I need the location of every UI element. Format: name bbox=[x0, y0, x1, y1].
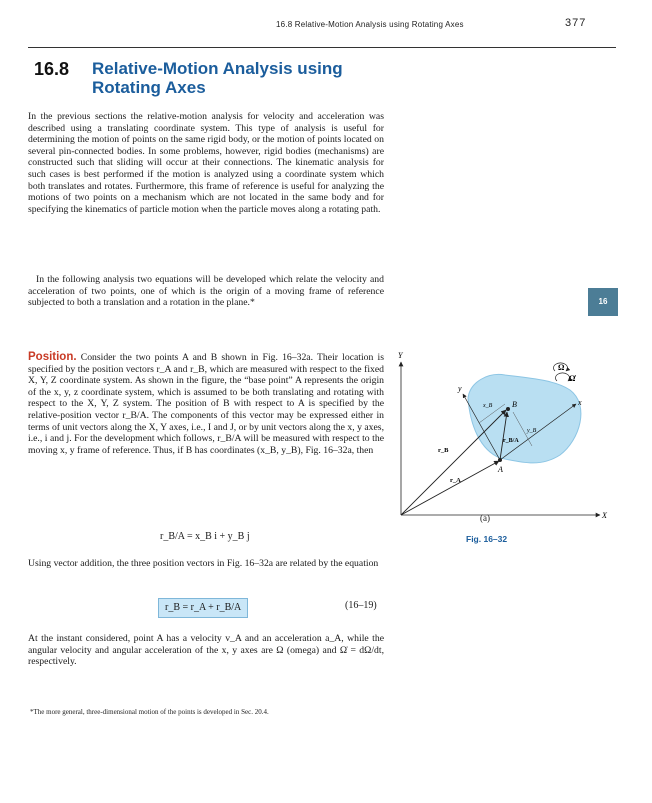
label-x: x bbox=[578, 398, 582, 407]
label-rB: r_B bbox=[438, 447, 449, 454]
label-X: X bbox=[602, 511, 607, 520]
position-heading: Position. bbox=[28, 351, 77, 363]
figure-part-label: (a) bbox=[480, 513, 490, 523]
paragraph-intro: In the previous sections the relative-motion analysis for velocity and acceleration was described using a translating coordinate system. This type of analysis is useful for determining the motion of points on the same rigid body, or the motion of points located on several pin-connected bodies. In some problems, however, rigid bodies (mechanisms) are constructed such that sliding will occur at their connections. The kinematic analysis for such cases is best performed if the motion is analyzed using a coordinate system which both translates and rotates. Furthermore, this frame of reference is useful for analyzing the motions of two points on a mechanism which are not located in the same body and for specifying the kinematics of particle motion when the particle moves along a rotating path. bbox=[28, 111, 384, 215]
label-A: A bbox=[498, 465, 503, 474]
figure-caption: Fig. 16–32 bbox=[466, 534, 508, 544]
label-omega-dot: Ω̇ bbox=[569, 374, 576, 383]
paragraph-overview: In the following analysis two equations will be developed which relate the velocity and acceleration of two points, one of which is the origin of a moving frame of reference subjected to both a translation and a rotation in the plane.* bbox=[28, 274, 384, 309]
label-Y: Y bbox=[398, 351, 403, 360]
page-number: 377 bbox=[565, 17, 587, 29]
label-rBA: r_B/A bbox=[503, 438, 519, 444]
paragraph-angular: At the instant considered, point A has a velocity v_A and an acceleration a_A, while the angular velocity and angular acceleration of the x, y axes are Ω (omega) and Ω̇ = dΩ/dt, respectively. bbox=[28, 633, 384, 668]
paragraph-vector-addition: Using vector addition, the three position vectors in Fig. 16–32a are related by the equation bbox=[28, 558, 379, 569]
relative-position-equation: r_B/A = x_B i + y_B j bbox=[160, 531, 250, 542]
label-omega: Ω bbox=[558, 363, 565, 372]
position-text: Consider the two points A and B shown in Fig. 16–32a. Their location is specified by the position vectors r_A and r_B, which are measured with respect to the fixed X, Y, Z coordinate system. As shown in the figure, the “base point” A represents the origin of the x, y, z coordinate system, which is assumed to be both translating and rotating with respect to the X, Y, Z system. The position of B with respect to A is specified by the relative-position vector r_B/A. The components of this vector may be expressed either in terms of unit vectors along the X, Y axes, i.e., I and J, or by unit vectors along the x, y axes, i.e., i and j. For the development which follows, r_B/A will be measured with respect to the moving x, y frame of reference. Thus, if B has coordinates (x_B, y_B), Fig. 16–32a, then bbox=[28, 352, 385, 456]
label-rA: r_A bbox=[450, 477, 461, 484]
label-B: B bbox=[512, 400, 517, 409]
omega-dot-arc bbox=[556, 373, 570, 381]
section-number: 16.8 bbox=[34, 59, 70, 79]
point-A bbox=[498, 458, 502, 462]
label-yB: y_B bbox=[527, 428, 537, 434]
vector-rA bbox=[401, 461, 499, 515]
equation-number: (16–19) bbox=[345, 600, 377, 611]
label-y: y bbox=[458, 384, 462, 393]
chapter-tab[interactable]: 16 bbox=[588, 288, 618, 316]
point-B bbox=[506, 407, 510, 411]
vector-rB bbox=[401, 410, 506, 515]
running-title: 16.8 Relative-Motion Analysis using Rotating Axes bbox=[276, 20, 464, 29]
section-title: Relative-Motion Analysis using Rotating Axes bbox=[92, 59, 343, 97]
boxed-equation: r_B = r_A + r_B/A bbox=[158, 598, 248, 618]
label-xB: x_B bbox=[483, 403, 493, 409]
footnote: *The more general, three-dimensional motion of the points is developed in Sec. 20.4. bbox=[30, 708, 269, 716]
